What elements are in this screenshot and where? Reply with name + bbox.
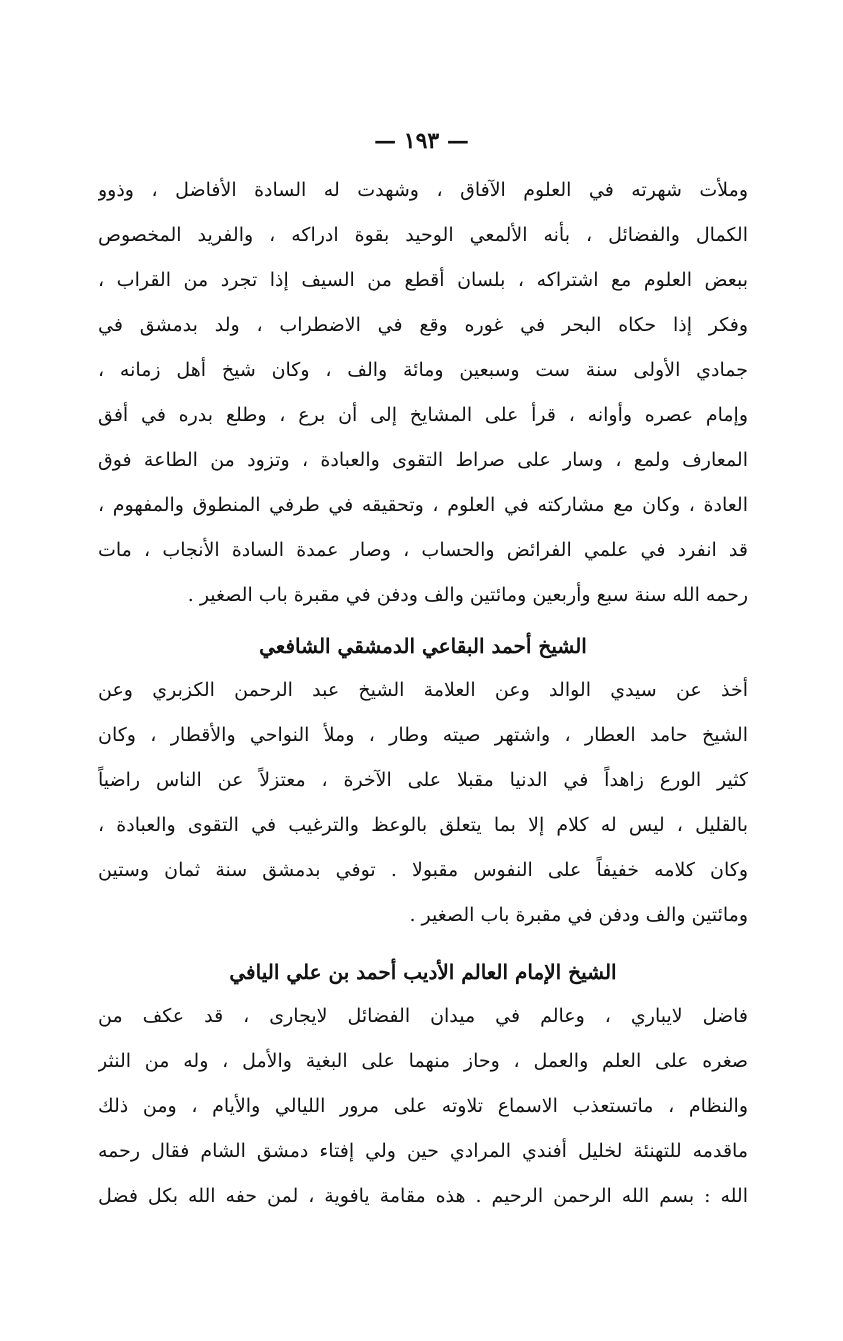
text-line: ببعض العلوم مع اشتراكه ، بلسان أقطع من السيف إذا تجرد من القراب ، — [98, 269, 748, 291]
text-line: ماقدمه للتهنئة لخليل أفندي المرادي حين ولي إفتاء دمشق الشام فقال رحمه — [98, 1140, 748, 1162]
text-line: قد انفرد في علمي الفرائض والحساب ، وصار عمدة السادة الأنجاب ، مات — [98, 539, 748, 561]
section-heading: الشيخ الإمام العالم الأديب أحمد بن علي اليافي — [229, 960, 617, 984]
text-line: المعارف ولمع ، وسار على صراط التقوى والعبادة ، وتزود من الطاعة فوق — [98, 449, 748, 471]
text-line: بالقليل ، ليس له كلام إلا بما يتعلق بالوعظ والترغيب في التقوى والعبادة ، — [98, 814, 748, 836]
paragraph-yafi — [98, 994, 748, 1219]
paragraph-continuation — [98, 168, 748, 618]
text-line: صغره على العلم والعمل ، وحاز منهما على البغية والأمل ، وله من النثر — [98, 1050, 748, 1072]
text-line: ومائتين والف ودفن في مقبرة باب الصغير . — [409, 904, 748, 926]
section-heading-bukai — [98, 622, 748, 670]
text-line: وإمام عصره وأوانه ، قرأ على المشايخ إلى أن برع ، وطلع بدره في أفق — [98, 404, 748, 426]
text-line: العادة ، وكان مع مشاركته في العلوم ، وتحقيقه في طرفي المنطوق والمفهوم ، — [98, 494, 748, 516]
section-heading: الشيخ أحمد البقاعي الدمشقي الشافعي — [259, 634, 587, 658]
text-line: كثير الورع زاهداً في الدنيا مقبلا على الآخرة ، معتزلاً عن الناس راضياً — [98, 769, 748, 791]
page-number: — ١٩٣ — — [374, 128, 469, 154]
text-line: رحمه الله سنة سبع وأربعين ومائتين والف ودفن في مقبرة باب الصغير . — [187, 584, 748, 606]
text-line: الله : بسم الله الرحمن الرحيم . هذه مقامة يافوية ، لمن حفه الله بكل فضل — [98, 1185, 748, 1207]
text-line: جمادي الأولى سنة ست وسبعين ومائة والف ، وكان شيخ أهل زمانه ، — [98, 359, 748, 381]
text-line: أخذ عن سيدي الوالد وعن العلامة الشيخ عبد الرحمن الكزبري وعن — [98, 679, 748, 701]
paragraph-bukai — [98, 668, 748, 938]
text-line: وملأت شهرته في العلوم الآفاق ، وشهدت له السادة الأفاضل ، وذوو — [98, 179, 748, 201]
text-line: والنظام ، ماتستعذب الاسماع تلاوته على مرور الليالي والأيام ، ومن ذلك — [98, 1095, 748, 1117]
text-line: الكمال والفضائل ، بأنه الألمعي الوحيد بقوة ادراكه ، والفريد المخصوص — [98, 224, 748, 246]
text-line: وكان كلامه خفيفاً على النفوس مقبولا . توفي بدمشق سنة ثمان وستين — [98, 859, 748, 881]
text-line: فاضل لايباري ، وعالم في ميدان الفضائل لايجارى ، قد عكف من — [98, 1005, 748, 1027]
text-line: وفكر إذا حكاه البحر في غوره وقع في الاضطراب ، ولد بدمشق في — [98, 314, 748, 336]
section-heading-yafi — [98, 948, 748, 996]
text-line: الشيخ حامد العطار ، واشتهر صيته وطار ، وملأ النواحي والأقطار ، وكان — [98, 724, 748, 746]
